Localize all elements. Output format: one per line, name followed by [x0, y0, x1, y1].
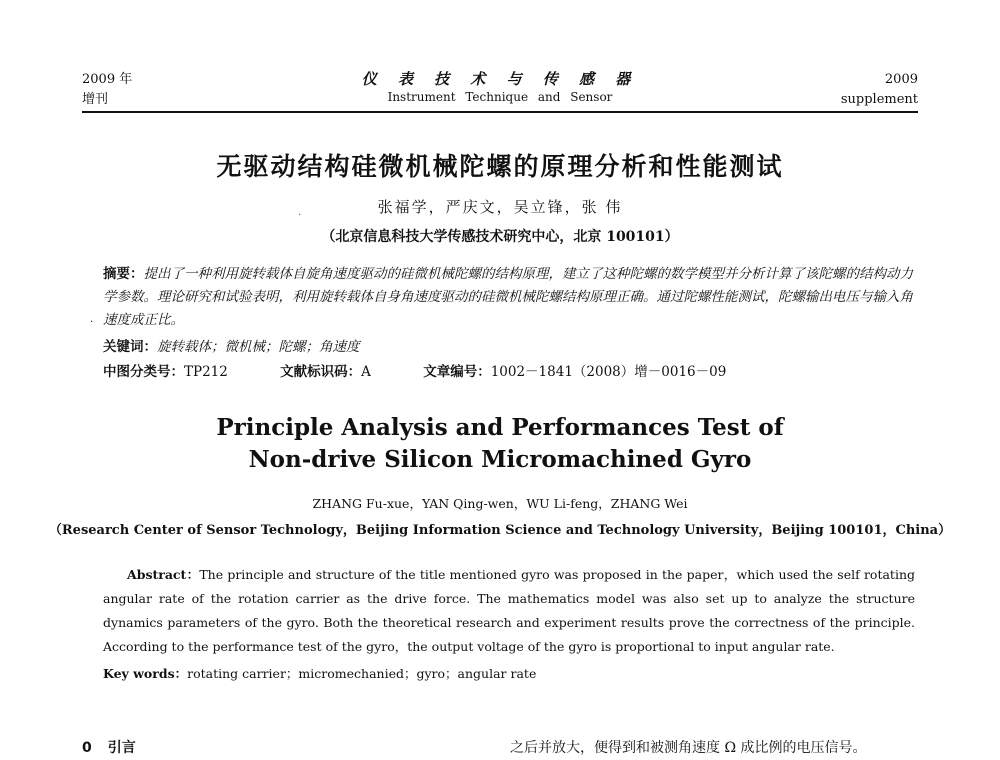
journal-name-en: Instrument Technique and Sensor [387, 90, 613, 104]
header-right [841, 70, 918, 110]
header-issue-right: supplement [840, 92, 918, 107]
authors-cn: 张福学，严庆文，吴立锋，张 伟 [377, 198, 623, 216]
abstract-cn [103, 263, 915, 332]
clc-number: 中图分类号：TP212 [103, 364, 228, 380]
section-title: 引言 [107, 740, 136, 756]
stray-mark: · [298, 210, 302, 221]
header-issue-left: 增刊 [82, 92, 109, 107]
abstract-en-label: Abstract： [127, 567, 200, 582]
section-number: 0 [82, 740, 92, 756]
classification-row [103, 360, 774, 380]
keywords-cn [103, 336, 915, 359]
affiliation-cn: （北京信息科技大学传感技术研究中心，北京 100101） [321, 229, 679, 245]
keywords-en [103, 664, 536, 682]
header-year-left: 2009 年 [82, 72, 133, 87]
keywords-en-text: rotating carrier；micromechanied；gyro；angular rate [187, 666, 537, 681]
paper-title-en [0, 412, 1000, 476]
paper-title-cn: 无驱动结构硅微机械陀螺的原理分析和性能测试 [216, 152, 784, 181]
keywords-cn-text: 旋转载体；微机械；陀螺；角速度 [157, 339, 360, 355]
header-rule [82, 111, 918, 113]
keywords-cn-label: 关键词： [103, 339, 157, 355]
margin-dot: · [90, 317, 94, 328]
affiliation-en: （Research Center of Sensor Technology，Beijing Information Science and Technology University，Beijing 100101，China） [48, 523, 952, 538]
article-number: 文章编号：1002－1841（2008）增－0016－09 [423, 364, 727, 380]
document-code: 文献标识码：A [280, 364, 371, 380]
section-heading-introduction [82, 737, 136, 757]
keywords-en-label: Key words： [103, 666, 188, 681]
paper-title-en-line2: Non-drive Silicon Micromachined Gyro [248, 446, 752, 473]
journal-name-cn: 仪 表 技 术 与 传 感 器 [361, 70, 639, 88]
header-year-right: 2009 [884, 72, 918, 87]
abstract-cn-label: 摘要： [103, 266, 144, 282]
paper-title-en-line1: Principle Analysis and Performances Test of [216, 414, 784, 441]
abstract-en [103, 563, 915, 659]
abstract-en-text: The principle and structure of the title mentioned gyro was proposed in the paper，which used the self rotating angular rate of the rotation carrier as the drive force. The mathematics model was also set up to analyze the structure dynamics parameters of the gyro. Both the theoretical research and experiment results prove the correctness of the principle. According to the performance test of the gyro，the output voltage of the gyro is proportional to input angular rate. [103, 567, 915, 654]
authors-en: ZHANG Fu-xue，YAN Qing-wen，WU Li-feng，ZHANG Wei [312, 496, 688, 511]
column2-first-line: 之后并放大，便得到和被测角速度 Ω 成比例的电压信号。 [510, 740, 867, 756]
abstract-cn-text: 提出了一种利用旋转载体自旋角速度驱动的硅微机械陀螺的结构原理，建立了这种陀螺的数学模型并分析计算了该陀螺的结构动力学参数。理论研究和试验表明，利用旋转载体自身角速度驱动的硅微机械陀螺结构原理正确。通过陀螺性能测试，陀螺输出电压与输入角速度成正比。 [103, 266, 913, 328]
